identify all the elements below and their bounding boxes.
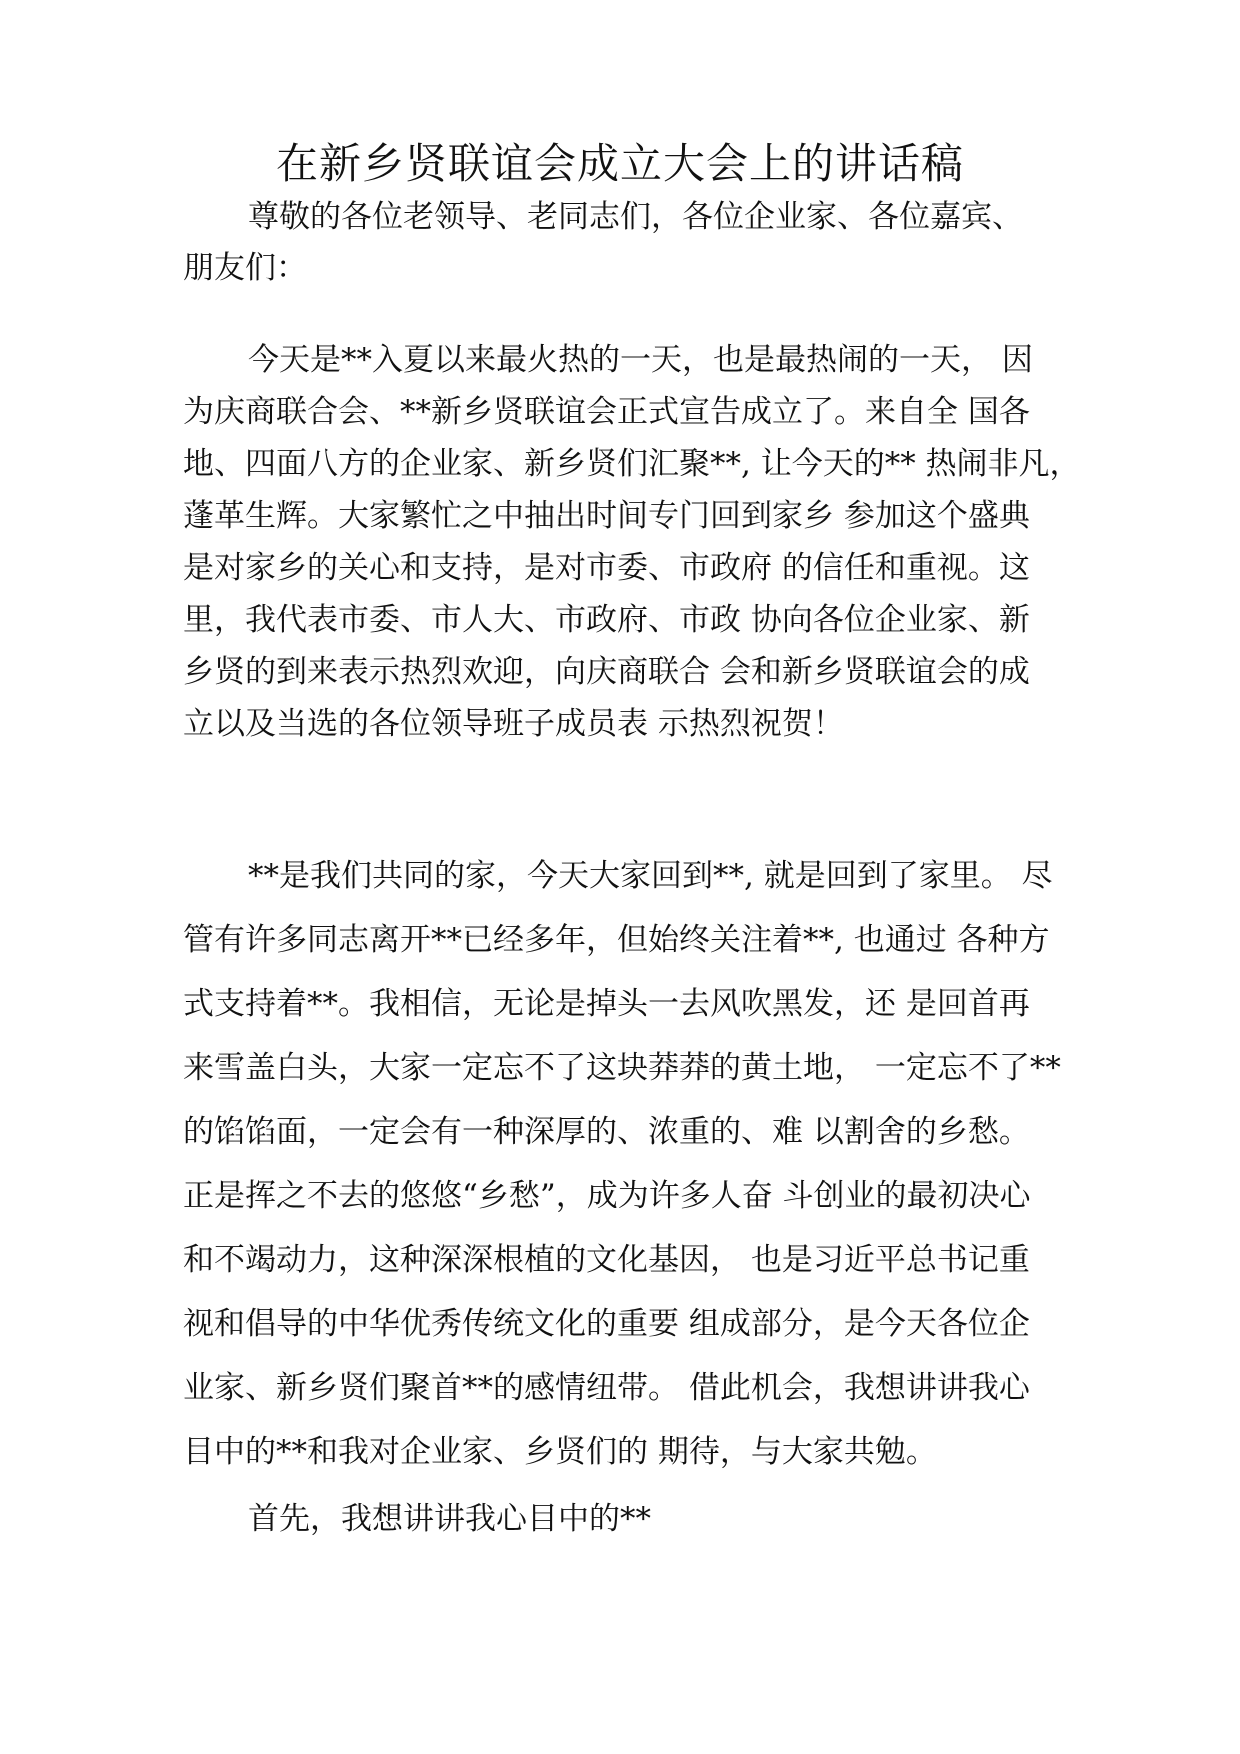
text-line: 首先，我想讲讲我心目中的** [248,1501,651,1537]
text-line: **是我们共同的家，今天大家回到**, 就是回到了家里。 尽 [248,858,1053,894]
text-line: 和不竭动力，这种深深根植的文化基因， 也是习近平总书记重 [183,1242,1030,1278]
text-line: 目中的**和我对企业家、乡贤们的 期待，与大家共勉。 [183,1434,937,1470]
text-line: 是对家乡的关心和支持，是对市委、市政府 的信任和重视。这 [183,550,1030,586]
text-line: 立以及当选的各位领导班子成员表 示热烈祝贺！ [183,706,844,742]
text-line: 今天是**入夏以来最火热的一天，也是最热闹的一天， 因 [248,342,1033,378]
text-line: 蓬革生辉。大家繁忙之中抽出时间专门回到家乡 参加这个盛典 [183,498,1030,534]
text-line: 视和倡导的中华优秀传统文化的重要 组成部分，是今天各位企 [183,1306,1030,1342]
text-line: 式支持着**。我相信，无论是掉头一去风吹黑发，还 是回首再 [183,986,1030,1022]
document-title: 在新乡贤联谊会成立大会上的讲话稿 [275,139,964,188]
text-line: 业家、新乡贤们聚首**的感情纽带。 借此机会，我想讲讲我心 [183,1370,1030,1406]
text-line: 尊敬的各位老领导、老同志们，各位企业家、各位嘉宾、 [248,199,1023,235]
text-line: 朋友们： [183,250,307,286]
text-line: 管有许多同志离开**已经多年，但始终关注着**, 也通过 各种方 [183,922,1050,958]
text-line: 里，我代表市委、市人大、市政府、市政 协向各位企业家、新 [183,602,1030,638]
text-line: 乡贤的到来表示热烈欢迎，向庆商联合 会和新乡贤联谊会的成 [183,654,1030,690]
text-line: 地、四面八方的企业家、新乡贤们汇聚**, 让今天的** 热闹非凡， [183,446,1081,482]
text-line: 为庆商联合会、**新乡贤联谊会正式宣告成立了。来自全 国各 [183,394,1030,430]
text-line: 来雪盖白头，大家一定忘不了这块莽莽的黄土地， 一定忘不了** [183,1050,1061,1086]
text-line: 正是挥之不去的悠悠“乡愁”，成为许多人奋 斗创业的最初决心 [183,1178,1031,1214]
text-line: 的馅馅面，一定会有一种深厚的、浓重的、难 以割舍的乡愁。 [183,1114,1030,1150]
